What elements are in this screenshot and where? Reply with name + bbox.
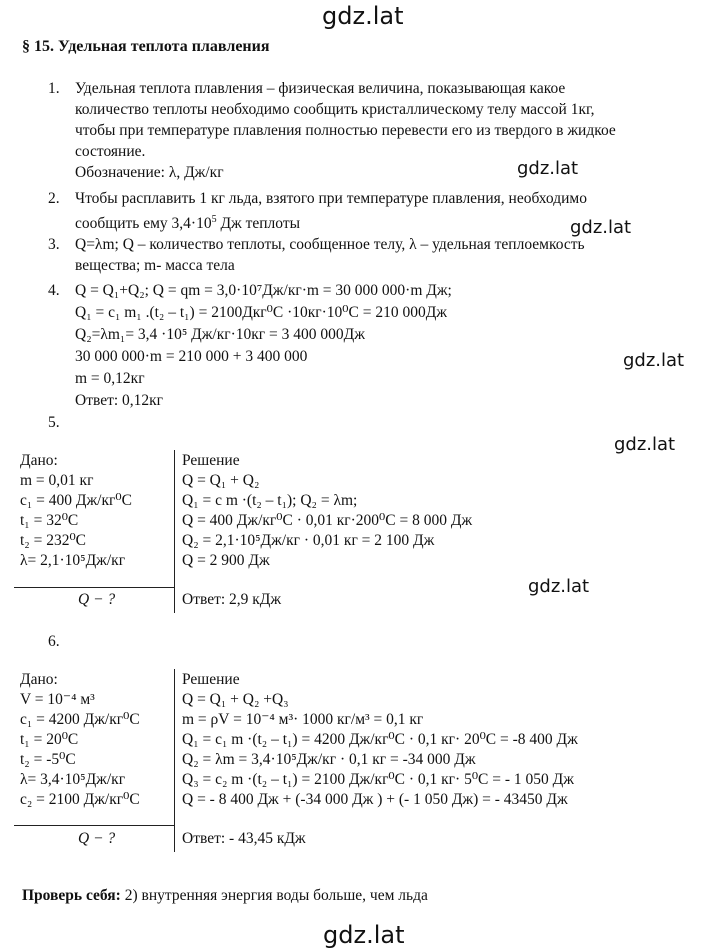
check-text: 2) внутренняя энергия воды больше, чем льда bbox=[120, 887, 428, 904]
given-line: c₁ = 4200 Дж/кг⁰С bbox=[20, 711, 140, 728]
table-divider bbox=[174, 669, 175, 852]
solution-header: Решение bbox=[182, 671, 240, 688]
item-number: 6. bbox=[48, 633, 60, 650]
solution-line: Q = Q₁ + Q₂ bbox=[182, 472, 260, 489]
given-line: t₂ = 232⁰С bbox=[20, 532, 87, 549]
solution-line: Q₃ = c₂ m ·(t₂ – t₁) = 2100 Дж/кг⁰С · 0,1 кг· 5⁰С = - 1 050 Дж bbox=[182, 771, 574, 788]
check-label: Проверь себя: bbox=[22, 887, 121, 904]
item-number: 3. bbox=[48, 236, 60, 253]
find-label: Q − ? bbox=[78, 591, 116, 608]
item2-exponent: 5 bbox=[211, 214, 217, 225]
given-line: m = 0,01 кг bbox=[20, 472, 94, 489]
item1-line: количество теплоты необходимо сообщить кристаллическому телу массой 1кг, bbox=[75, 101, 595, 118]
given-header: Дано: bbox=[20, 452, 58, 469]
item4-line: m = 0,12кг bbox=[75, 370, 145, 387]
item-number: 2. bbox=[48, 190, 60, 207]
given-line: c₁ = 400 Дж/кг⁰С bbox=[20, 492, 132, 509]
item3-line: Q=λm; Q – количество теплоты, сообщенное телу, λ – удельная теплоемкость bbox=[75, 236, 585, 253]
item1-line: Обозначение: λ, Дж/кг bbox=[75, 164, 224, 181]
given-line: c₂ = 2100 Дж/кг⁰С bbox=[20, 791, 140, 808]
given-line: V = 10⁻⁴ м³ bbox=[20, 691, 95, 708]
watermark: gdz.lat bbox=[322, 2, 404, 30]
solution-line: Q₂ = 2,1·10⁵Дж/кг · 0,01 кг = 2 100 Дж bbox=[182, 532, 435, 549]
item1-line: чтобы при температуре плавления полностью перевести его из твердого в жидкое bbox=[75, 122, 616, 139]
table-divider bbox=[174, 450, 175, 613]
check-yourself bbox=[22, 886, 428, 906]
item2-line: Чтобы расплавить 1 кг льда, взятого при температуре плавления, необходимо bbox=[75, 190, 587, 207]
solution-line: Q = - 8 400 Дж + (-34 000 Дж ) + (- 1 050 Дж) = - 43450 Дж bbox=[182, 791, 568, 808]
given-line: λ= 3,4·10⁵Дж/кг bbox=[20, 771, 126, 788]
item-number: 1. bbox=[48, 80, 60, 97]
item4-line: Q₁ = c₁ m₁ .(t₂ – t₁) = 2100Дкг⁰С ·10кг·10⁰С = 210 000Дж bbox=[75, 304, 447, 321]
watermark: gdz.lat bbox=[614, 434, 676, 455]
solution-line: Q₁ = c m ·(t₂ – t₁); Q₂ = λm; bbox=[182, 492, 358, 509]
item2-line bbox=[75, 210, 300, 234]
item1-line: Удельная теплота плавления – физическая величина, показывающая какое bbox=[75, 80, 566, 97]
watermark: gdz.lat bbox=[528, 576, 590, 597]
answer-line: Ответ: 2,9 кДж bbox=[182, 591, 282, 608]
item2-text: сообщить ему 3,4·10 bbox=[75, 215, 212, 233]
item4-line: 30 000 000·m = 210 000 + 3 400 000 bbox=[75, 348, 308, 365]
solution-line: m = ρV = 10⁻⁴ м³· 1000 кг/м³ = 0,1 кг bbox=[182, 711, 424, 728]
table-divider bbox=[14, 825, 174, 826]
watermark: gdz.lat bbox=[570, 217, 632, 238]
solution-line: Q = 2 900 Дж bbox=[182, 552, 270, 569]
item4-line: Q₂=λm₁= 3,4 ·10⁵ Дж/кг·10кг = 3 400 000Дж bbox=[75, 326, 365, 343]
find-label: Q − ? bbox=[78, 830, 116, 847]
table-divider bbox=[14, 587, 174, 588]
item-number: 4. bbox=[48, 282, 60, 299]
item3-line: вещества; m- масса тела bbox=[75, 257, 235, 274]
given-line: t₂ = -5⁰С bbox=[20, 751, 76, 768]
solution-header: Решение bbox=[182, 452, 240, 469]
solution-line: Q₂ = λm = 3,4·10⁵Дж/кг · 0,1 кг = -34 000 Дж bbox=[182, 751, 476, 768]
given-line: t₁ = 20⁰С bbox=[20, 731, 79, 748]
item-number: 5. bbox=[48, 414, 60, 431]
given-line: t₁ = 32⁰С bbox=[20, 512, 79, 529]
section-title: § 15. Удельная теплота плавления bbox=[22, 38, 270, 55]
watermark: gdz.lat bbox=[323, 921, 405, 949]
item4-line: Q = Q₁+Q₂; Q = qm = 3,0·10⁷Дж/кг·m = 30 000 000·m Дж; bbox=[75, 282, 452, 299]
watermark: gdz.lat bbox=[623, 350, 685, 371]
answer-line: Ответ: - 43,45 кДж bbox=[182, 830, 306, 847]
solution-line: Q = 400 Дж/кг⁰С · 0,01 кг·200⁰С = 8 000 Дж bbox=[182, 512, 473, 529]
watermark: gdz.lat bbox=[517, 158, 579, 179]
solution-line: Q₁ = c₁ m ·(t₂ – t₁) = 4200 Дж/кг⁰С · 0,1 кг· 20⁰С = -8 400 Дж bbox=[182, 731, 578, 748]
item2-text: Дж теплоты bbox=[216, 215, 301, 233]
item4-line: Ответ: 0,12кг bbox=[75, 392, 164, 409]
given-line: λ= 2,1·10⁵Дж/кг bbox=[20, 552, 126, 569]
given-header: Дано: bbox=[20, 671, 58, 688]
item1-line: состояние. bbox=[75, 143, 146, 160]
solution-line: Q = Q₁ + Q₂ +Q₃ bbox=[182, 691, 289, 708]
